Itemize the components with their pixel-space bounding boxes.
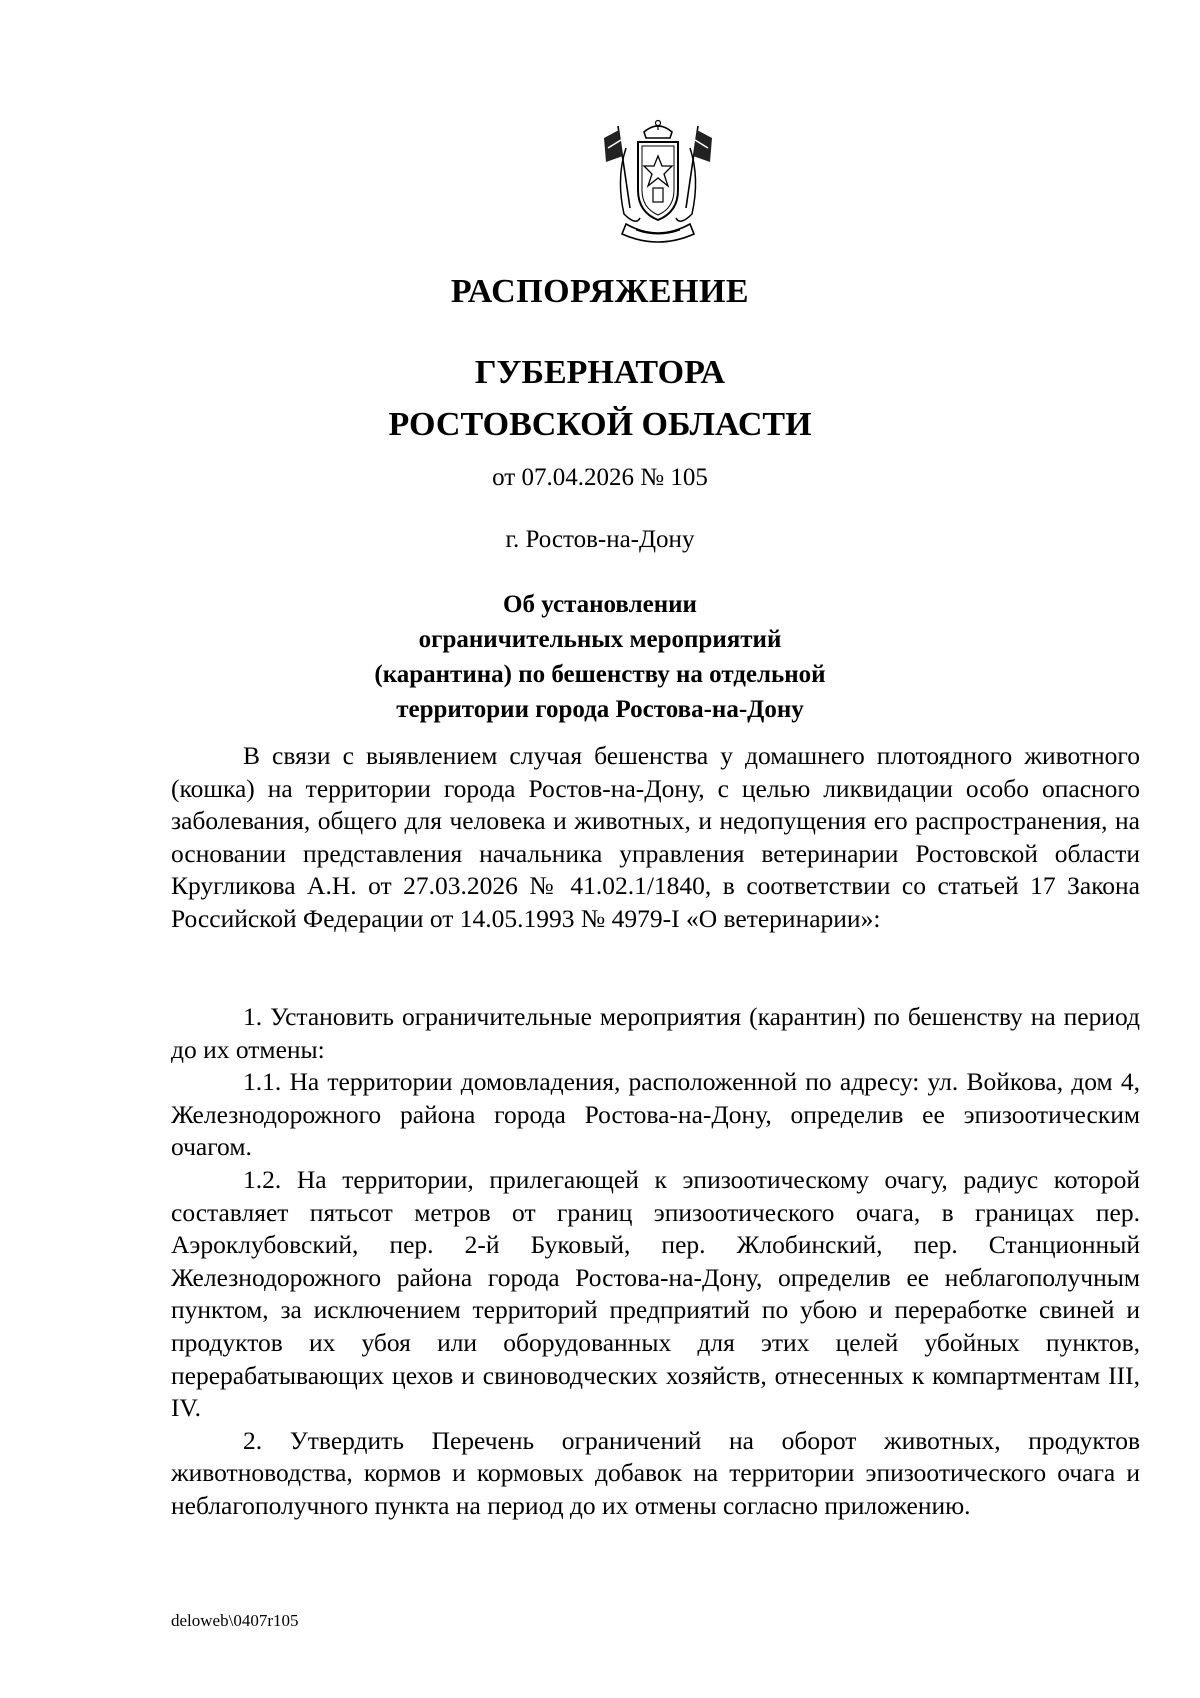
item-2: 2. Утвердить Перечень ограничений на оборот животных, продуктов животноводства, кормов и кормовых добавок на территории эпизоотического очага и неблагополучного пункта на период до их отмены согласно приложению.	[171, 1425, 1140, 1520]
subject-line: ограничительных мероприятий	[418, 626, 782, 653]
rostov-oblast-coat-of-arms-icon	[596, 118, 720, 246]
subject-line: Об установлении	[503, 591, 697, 618]
issue-city: г. Ростов-на-Дону	[505, 526, 695, 553]
issuer-line: РОСТОВСКОЙ ОБЛАСТИ	[388, 406, 812, 443]
order-items	[171, 1001, 1140, 1523]
issuer-title	[0, 347, 1200, 451]
document-registry-code: deloweb\0407r105	[171, 1611, 299, 1630]
item-1: 1. Установить ограничительные мероприятия (карантин) по бешенству на период до их отмены:	[171, 1002, 1140, 1064]
date-and-number: от 07.04.2026 № 105	[492, 464, 708, 491]
subject-line: (карантина) по бешенству на отдельной	[374, 661, 826, 688]
item-1-2: 1.2. На территории, прилегающей к эпизоотическому очагу, радиус которой составляет пятьсот метров от границ эпизоотического очага, в границах пер. Аэроклубовский, пер. 2-й Буковый, пер. Жлобинский, пер. Станционный Железнодорожного района города Ростова-на-Дону, определив ее неблагополучным пунктом, за исключением территорий предприятий по убою и переработке свиней и продуктов их убоя или оборудованных для этих целей убойных пунктов, перерабатывающих цехов и свиноводческих хозяйств, отнесенных к компартментам III, IV.	[171, 1164, 1140, 1423]
document-subject	[0, 587, 1200, 727]
issuer-line: ГУБЕРНАТОРА	[474, 354, 726, 391]
document-type-title: РАСПОРЯЖЕНИЕ	[450, 273, 750, 310]
preamble-paragraph: В связи с выявлением случая бешенства у домашнего плотоядного животного (кошка) на территории города Ростов-на-Дону, с целью ликвидации особо опасного заболевания, общего для человека и животных, и недопущения его распространения, на основании представления начальника управления ветеринарии Ростовской области Кругликова А.Н. от 27.03.2026 № 41.02.1/1840, в соответствии со статьей 17 Закона Российской Федерации от 14.05.1993 № 4979-I «О ветеринарии»:	[171, 741, 1140, 933]
subject-line: территории города Ростова-на-Дону	[396, 696, 804, 723]
preamble	[171, 740, 1140, 936]
item-1-1: 1.1. На территории домовладения, расположенной по адресу: ул. Войкова, дом 4, Железнодорожного района города Ростова-на-Дону, определив ее эпизоотическим очагом.	[171, 1067, 1140, 1162]
